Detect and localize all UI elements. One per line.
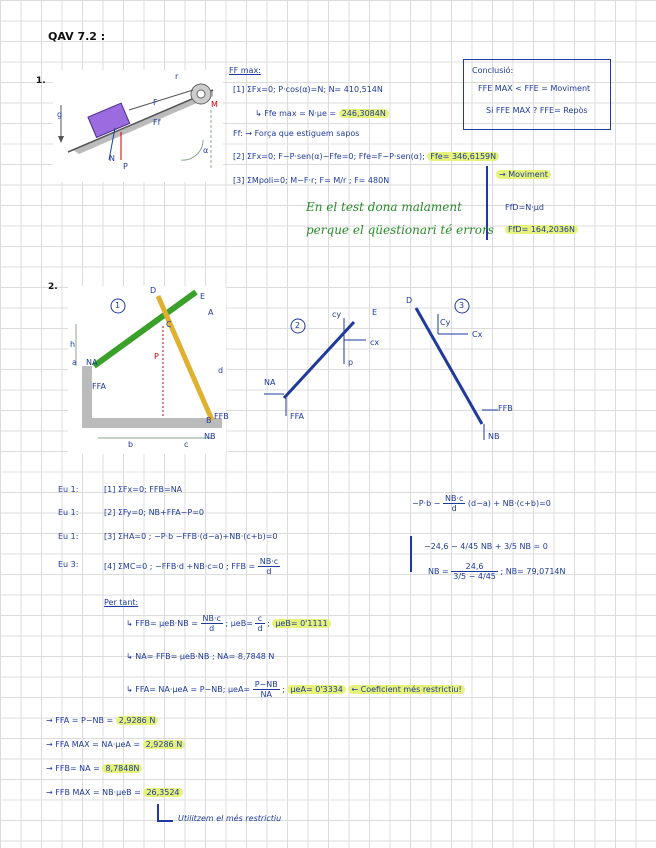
conclusion-line-2: Si FFE MAX ? FFE= Repòs: [486, 106, 588, 115]
eq-1-label: Eu 1:: [58, 485, 79, 494]
p1-ffd: FfD=N·μd: [505, 203, 544, 212]
fbd2-p: p: [348, 358, 354, 367]
problem-1-number: 1.: [36, 76, 46, 86]
eq-brace: [410, 536, 412, 572]
label-p: P: [123, 162, 128, 171]
label-g: g: [57, 110, 63, 119]
fbd3-ffb: FFB: [498, 404, 513, 413]
fbd3-cy: Cy: [440, 318, 451, 327]
label-m: M: [211, 100, 218, 109]
label-dim-h: h: [70, 340, 76, 349]
label-nb: NB: [204, 432, 216, 441]
label-dim-b: b: [128, 440, 134, 449]
fbd2-e: E: [372, 308, 378, 317]
eq-2: [2] ΣFy=0; NB+FFA−P=0: [104, 508, 204, 517]
p1-ffd-value: FfD= 164,2036N: [505, 225, 578, 234]
circle-2-label: 2: [295, 321, 301, 330]
conclusion-title: Conclusió:: [472, 66, 514, 75]
label-e: E: [200, 292, 206, 301]
p1-note-1: En el test dona malament: [306, 200, 462, 214]
free-body-diagram-2: [262, 306, 382, 426]
p1-note-2: perque el qüestionari té errors: [306, 223, 494, 237]
result-1: −P·b − $\frac{NB\cdot c}{d}$ (d−a) + NB·(c+b)=0: [412, 494, 551, 513]
p1-eq1: [1] ΣFx=0; P·cos(α)=N; N= 410,514N: [233, 85, 383, 94]
label-dim-c: c: [184, 440, 189, 449]
t-line-2: ↳ NA= FFB= μeB·NB ; NA= 8,7848 N: [126, 652, 275, 661]
label-ff: Ff: [153, 118, 161, 127]
page-title: QAV 7.2 :: [48, 30, 106, 43]
bottom-line-3: → FFB= NA = 8,7848N: [46, 764, 142, 773]
result-3: NB = $\frac{24,6}{3/5 - 4/45}$ ; NB= 79,0714N: [428, 562, 566, 581]
fbd3-cx: Cx: [472, 330, 483, 339]
fbd3-d: D: [406, 296, 413, 305]
p1-ff-line: Ff: → Força que estiguem sapos: [233, 129, 360, 138]
final-note: Utilitzem el més restrictiu: [178, 814, 282, 823]
t-line-3: ↳ FFA= NA·μeA = P−NB; μeA= $\frac{P-NB}{NA}$ ; μeA= 0'3334 ← Coeficient més restrictiu!: [126, 680, 465, 699]
eq-4-label: Eu 3:: [58, 560, 79, 569]
label-a-point: A: [208, 308, 214, 317]
final-arrow-head: [157, 820, 173, 822]
free-body-diagram-3: [402, 296, 532, 444]
conclusion-line-1: FFE MAX < FFE = Moviment: [478, 84, 591, 93]
label-dim-d: d: [218, 366, 224, 375]
label-p: P: [154, 352, 159, 361]
label-dim-a: a: [72, 358, 77, 367]
fbd2-ffa: FFA: [290, 412, 304, 421]
fbd2-na: NA: [264, 378, 276, 387]
circle-3-label: 3: [459, 301, 465, 310]
p1-header: FF max:: [229, 66, 261, 75]
eq-2-label: Eu 1:: [58, 508, 79, 517]
label-n: N: [109, 154, 115, 163]
fbd2-cy: cy: [332, 310, 342, 319]
circle-1-label: 1: [115, 301, 121, 310]
label-d: D: [150, 286, 157, 295]
fbd3-nb: NB: [488, 432, 500, 441]
bottom-line-4: → FFB MAX = NB·μeB = 26,3524: [46, 788, 183, 797]
problem-2-figure: [68, 286, 229, 454]
eq-4: [4] ΣMC=0 ; −FFB·d +NB·c=0 ; FFB = $\frac{NB\cdot c}{d}$: [104, 557, 279, 576]
result-2: −24,6 − 4/45 NB + 3/5 NB = 0: [424, 542, 548, 551]
label-f: F: [153, 98, 158, 107]
label-na: NA: [86, 358, 98, 367]
p1-moviment: → Moviment: [496, 170, 551, 179]
p1-eq1b: ↳ Ffe max = N·μe = 246,3084N: [255, 109, 389, 118]
eq-3-label: Eu 1:: [58, 532, 79, 541]
t-line-1: ↳ FFB= μeB·NB = $\frac{NB\cdot c}{d}$ ; μeB= $\frac{c}{d}$ ; μeB= 0'1111: [126, 614, 331, 633]
problem-1-figure: [53, 70, 223, 182]
problem-2-number: 2.: [48, 282, 58, 292]
label-c: C: [166, 320, 172, 329]
p1-eq2: [2] ΣFx=0; F−P·sen(α)−Ffe=0; Ffe=F−P·sen(α); Ffe= 346,6159N: [233, 152, 499, 161]
label-b: B: [206, 416, 212, 425]
label-alpha: α: [203, 146, 209, 155]
fbd2-cx: cx: [370, 338, 380, 347]
bottom-line-1: → FFA = P−NB = 2,9286 N: [46, 716, 158, 725]
label-ffa: FFA: [92, 382, 106, 391]
per-tant-label: Per tant:: [104, 598, 139, 607]
bottom-line-2: → FFA MAX = NA·μeA = 2,9286 N: [46, 740, 185, 749]
eq-1: [1] ΣFx=0; FFB=NA: [104, 485, 183, 494]
label-ffb: FFB: [214, 412, 229, 421]
p1-conclusion-box: [463, 59, 611, 130]
eq-3: [3] ΣHA=0 ; −P·b −FFB·(d−a)+NB·(c+b)=0: [104, 532, 278, 541]
label-r: r: [175, 72, 179, 81]
p1-eq3: [3] ΣMpoli=0; M−F·r; F= M/r ; F= 480N: [233, 176, 390, 185]
